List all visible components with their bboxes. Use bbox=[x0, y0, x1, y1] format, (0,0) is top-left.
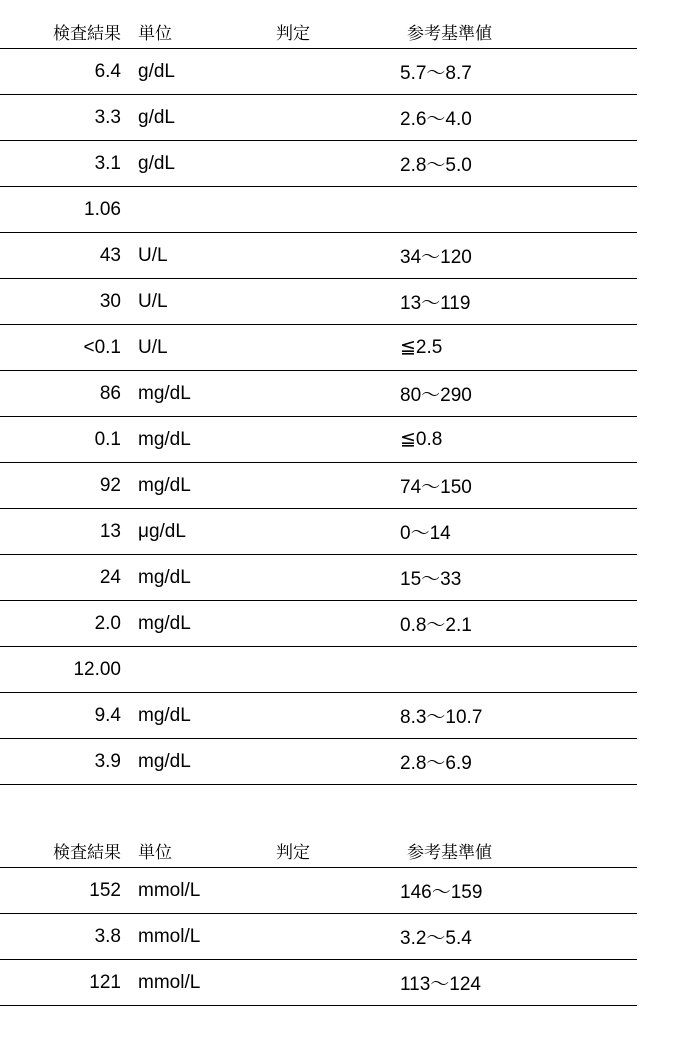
table-header bbox=[0, 15, 637, 49]
judgment-value bbox=[276, 647, 386, 692]
judgment-value bbox=[276, 233, 386, 278]
header-reference: 参考基準値 bbox=[407, 24, 492, 43]
result-value: 0.1 bbox=[94, 428, 121, 450]
table-row bbox=[0, 693, 637, 739]
result-value: 24 bbox=[99, 566, 121, 588]
unit-value: mg/dL bbox=[138, 750, 191, 772]
reference-range: 146〜159 bbox=[400, 882, 483, 903]
unit-value: U/L bbox=[138, 244, 168, 266]
result-value: 3.3 bbox=[94, 106, 121, 128]
table-row bbox=[0, 739, 637, 785]
table-row bbox=[0, 371, 637, 417]
unit-value: mmol/L bbox=[138, 925, 201, 947]
judgment-value bbox=[276, 914, 386, 959]
reference-range: ≦2.5 bbox=[400, 337, 443, 358]
reference-range: 74〜150 bbox=[400, 477, 472, 498]
result-value: 13 bbox=[99, 520, 121, 542]
judgment-value bbox=[276, 325, 386, 370]
table-row bbox=[0, 49, 637, 95]
header-unit: 単位 bbox=[138, 843, 172, 862]
result-value: 3.8 bbox=[94, 925, 121, 947]
judgment-value bbox=[276, 187, 386, 232]
result-value: 12.00 bbox=[73, 658, 121, 680]
judgment-value bbox=[276, 601, 386, 646]
judgment-value bbox=[276, 95, 386, 140]
header-unit: 単位 bbox=[138, 24, 172, 43]
reference-range: 34〜120 bbox=[400, 247, 472, 268]
header-reference: 参考基準値 bbox=[407, 843, 492, 862]
reference-range: 80〜290 bbox=[400, 385, 472, 406]
reference-range: 2.6〜4.0 bbox=[400, 109, 472, 130]
result-value: 30 bbox=[99, 290, 121, 312]
judgment-value bbox=[276, 868, 386, 913]
table-row bbox=[0, 187, 637, 233]
unit-value: mg/dL bbox=[138, 382, 191, 404]
result-value: 6.4 bbox=[94, 60, 121, 82]
reference-range: 0〜14 bbox=[400, 523, 451, 544]
judgment-value bbox=[276, 693, 386, 738]
judgment-value bbox=[276, 509, 386, 554]
unit-value: U/L bbox=[138, 336, 168, 358]
table-row bbox=[0, 233, 637, 279]
table-header bbox=[0, 834, 637, 868]
unit-value: mg/dL bbox=[138, 474, 191, 496]
result-value: 1.06 bbox=[84, 198, 121, 220]
lab-results-table-2 bbox=[0, 834, 637, 1006]
reference-range: 113〜124 bbox=[400, 974, 481, 995]
judgment-value bbox=[276, 555, 386, 600]
result-value: 3.1 bbox=[94, 152, 121, 174]
table-row bbox=[0, 463, 637, 509]
unit-value: mg/dL bbox=[138, 566, 191, 588]
table-row bbox=[0, 279, 637, 325]
reference-range: 13〜119 bbox=[400, 293, 471, 314]
judgment-value bbox=[276, 739, 386, 784]
judgment-value bbox=[276, 960, 386, 1005]
result-value: 43 bbox=[99, 244, 121, 266]
table-row bbox=[0, 601, 637, 647]
unit-value: U/L bbox=[138, 290, 168, 312]
table-row bbox=[0, 914, 637, 960]
result-value: 121 bbox=[89, 971, 121, 993]
table-row bbox=[0, 868, 637, 914]
unit-value: μg/dL bbox=[138, 520, 186, 542]
judgment-value bbox=[276, 141, 386, 186]
header-result: 検査結果 bbox=[53, 24, 121, 43]
unit-value: g/dL bbox=[138, 152, 175, 174]
reference-range: 15〜33 bbox=[400, 569, 462, 590]
header-result: 検査結果 bbox=[53, 843, 121, 862]
table-row bbox=[0, 555, 637, 601]
table-row bbox=[0, 325, 637, 371]
reference-range: 2.8〜6.9 bbox=[400, 753, 472, 774]
result-value: 9.4 bbox=[94, 704, 121, 726]
table-row bbox=[0, 509, 637, 555]
unit-value: mmol/L bbox=[138, 879, 201, 901]
table-body bbox=[0, 49, 637, 785]
reference-range: 0.8〜2.1 bbox=[400, 615, 472, 636]
lab-results-table-1 bbox=[0, 15, 637, 785]
reference-range bbox=[400, 187, 630, 232]
header-judgment: 判定 bbox=[276, 24, 310, 43]
result-value: 3.9 bbox=[94, 750, 121, 772]
judgment-value bbox=[276, 371, 386, 416]
unit-value bbox=[138, 187, 268, 232]
unit-value: mg/dL bbox=[138, 612, 191, 634]
judgment-value bbox=[276, 49, 386, 94]
unit-value: mg/dL bbox=[138, 428, 191, 450]
reference-range: ≦0.8 bbox=[400, 429, 443, 450]
reference-range: 2.8〜5.0 bbox=[400, 155, 472, 176]
table-row bbox=[0, 95, 637, 141]
table-row bbox=[0, 960, 637, 1006]
table-row bbox=[0, 647, 637, 693]
header-judgment: 判定 bbox=[276, 843, 310, 862]
table-row bbox=[0, 141, 637, 187]
table-body bbox=[0, 868, 637, 1006]
unit-value: mg/dL bbox=[138, 704, 191, 726]
judgment-value bbox=[276, 463, 386, 508]
reference-range: 8.3〜10.7 bbox=[400, 707, 483, 728]
reference-range bbox=[400, 647, 630, 692]
reference-range: 3.2〜5.4 bbox=[400, 928, 472, 949]
result-value: 92 bbox=[99, 474, 121, 496]
result-value: 152 bbox=[89, 879, 121, 901]
judgment-value bbox=[276, 279, 386, 324]
result-value: 2.0 bbox=[94, 612, 121, 634]
result-value: 86 bbox=[99, 382, 121, 404]
reference-range: 5.7〜8.7 bbox=[400, 63, 472, 84]
unit-value: mmol/L bbox=[138, 971, 201, 993]
table-row bbox=[0, 417, 637, 463]
result-value: <0.1 bbox=[83, 336, 121, 358]
unit-value: g/dL bbox=[138, 106, 175, 128]
unit-value: g/dL bbox=[138, 60, 175, 82]
unit-value bbox=[138, 647, 268, 692]
judgment-value bbox=[276, 417, 386, 462]
